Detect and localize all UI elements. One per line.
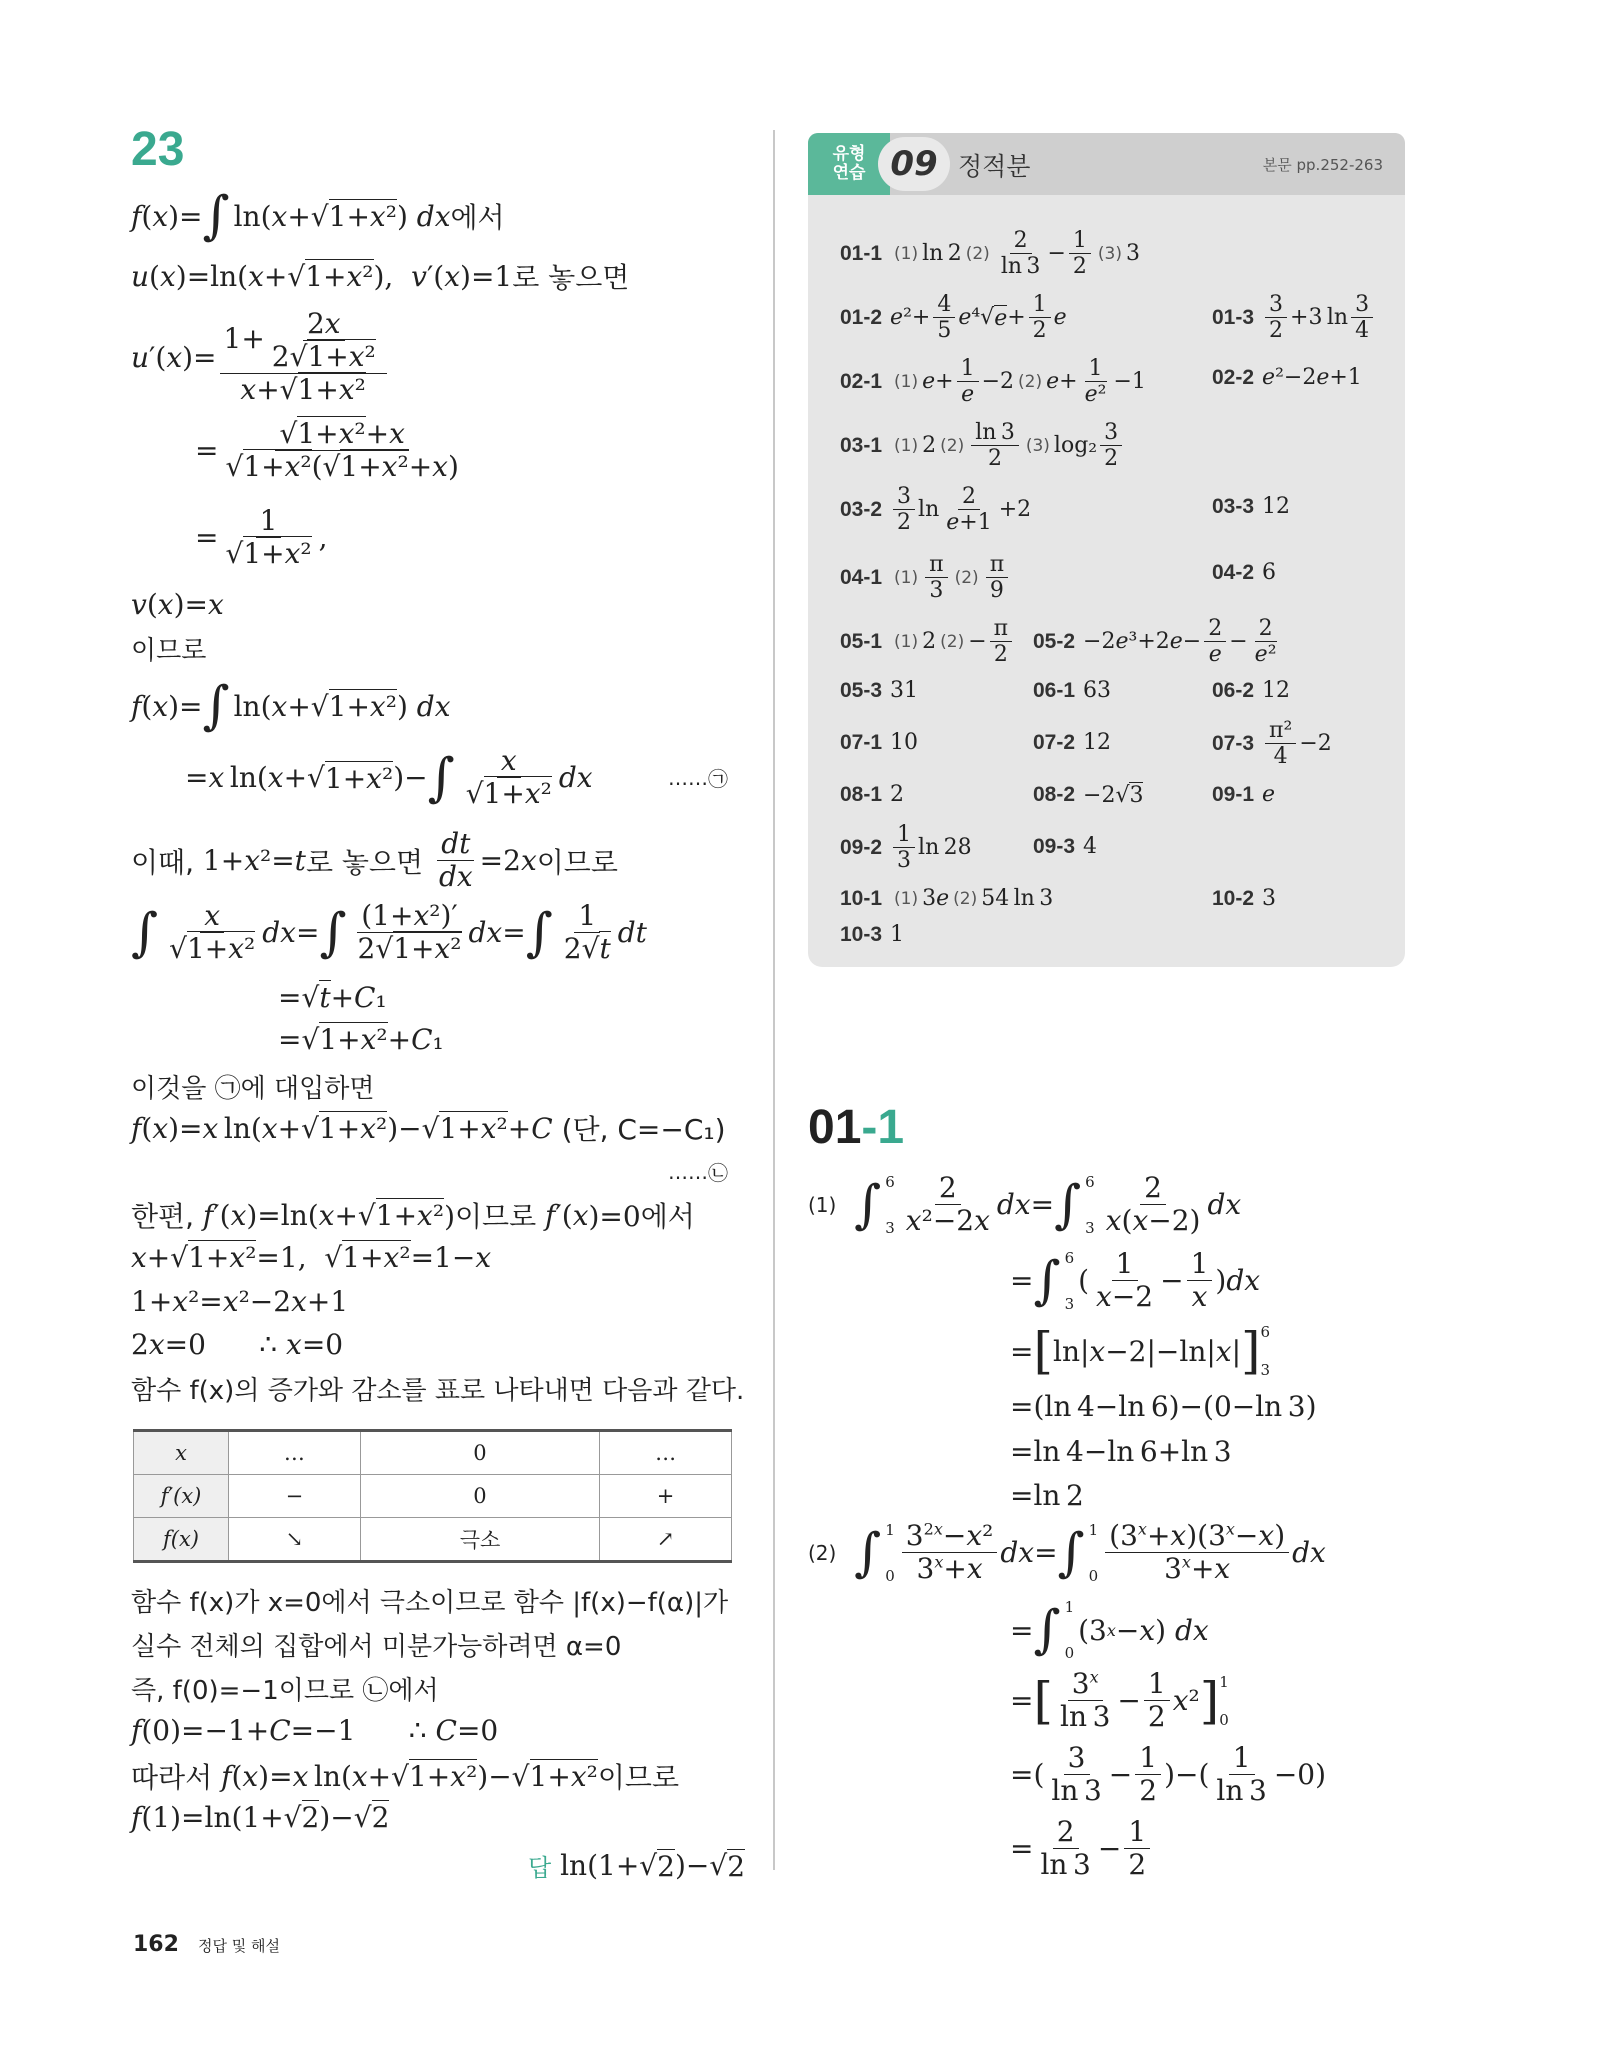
table-cell: 극소 <box>360 1518 599 1562</box>
answer-05-1: 05-1 (1) 2 (2) − $\frac{\pi}{2}$ <box>840 616 1015 668</box>
answer-05-2: 05-2 −2 e ³+2 e − $\frac{2}{e}$ − $\frac{2}{\text{e²}}$ <box>1033 616 1277 668</box>
section-title: 정적분 <box>958 152 1031 181</box>
eq-solve-2: 1+ x ²= x ²−2 x +1 <box>131 1285 349 1318</box>
section-number: 09 <box>878 137 950 191</box>
table-cell: 0 <box>360 1475 599 1518</box>
answer-03-2: 03-2 $\frac{3}{2}$ ln $\frac{2}{e+1}$ +2 <box>840 484 1032 536</box>
text-after-table-3: 즉, f(0)=−1이므로 ㉡에서 <box>131 1676 439 1706</box>
answer-03-3: 03-3 12 <box>1212 494 1291 519</box>
eq-u-v-set: u ( x )=ln( x +√ 1+x² ), v ′( x )=1 로 놓으면 <box>131 256 629 296</box>
eq-u-prime-2: = $\frac{\text{√1+x²+x}}{\text{√1+x²(√1+x²+x)}}$ <box>195 417 459 484</box>
table-cell: ↘ <box>229 1518 361 1562</box>
answer-10-2: 10-2 3 <box>1212 886 1277 911</box>
table-cell: x <box>134 1431 229 1475</box>
sol-part1-line5: =ln 4−ln 6+ln 3 <box>1010 1435 1232 1468</box>
table-cell: − <box>229 1475 361 1518</box>
column-divider <box>773 130 775 1870</box>
table-cell: + <box>600 1475 732 1518</box>
table-row <box>134 1518 732 1562</box>
answer-02-1: 02-1 (1) e + $\frac{1}{e}$ −2 (2) e + $\frac{1}{\text{e²}}$ −1 <box>840 356 1146 408</box>
answer-01-1: 01-1 (1) ln 2 (2) $\frac{2}{\ln 3}$ − $\frac{1}{2}$ (3) 3 <box>840 228 1140 280</box>
page-footer <box>133 1932 280 1957</box>
text-set: 로 놓으면 <box>512 261 630 294</box>
answer-09-1: 09-1 e <box>1212 782 1276 807</box>
eq-u-prime-3: = $\frac{1}{\text{√1+x²}}$ , <box>195 504 328 571</box>
answer-10-1: 10-1 (1) 3 e (2) 54 ln 3 <box>840 886 1054 911</box>
sol-part2-line4: =( $\frac{3}{\ln 3}$ − $\frac{1}{2}$ )−( $\frac{1}{\ln 3}$ −0) <box>1010 1741 1327 1808</box>
answer-04-1: 04-1 (1) $\frac{\pi}{3}$ (2) $\frac{\pi}{9}$ <box>840 552 1011 604</box>
sol-part1-line3: = [ ln| x −2|−ln| x | ] 6 3 <box>1010 1322 1271 1380</box>
final-answer: 답 ln(1+√ 2 )−√ 2 <box>528 1849 746 1883</box>
answer-03-1: 03-1 (1) 2 (2) $\frac{\ln 3}{2}$ (3) log₂ $\frac{3}{2}$ <box>840 420 1125 472</box>
answer-07-1: 07-1 10 <box>840 730 919 755</box>
answer-08-2: 08-2 −2√ 3 <box>1033 782 1144 808</box>
eq-substitution: 이때, 1+ x ²= t 로 놓으면 $\frac{dt}{dx}$ =2 x 이므로 <box>131 827 618 894</box>
eq-f0: f (0)=−1+ C =−1 ∴ C =0 <box>131 1714 499 1747</box>
text-table-intro: 함수 f(x)의 증가와 감소를 표로 나타내면 다음과 같다. <box>131 1376 745 1406</box>
section-reference: 본문 pp.252-263 <box>1262 156 1383 174</box>
answer-06-2: 06-2 12 <box>1212 678 1291 703</box>
text-substitute: 이것을 ㉠에 대입하면 <box>131 1074 375 1104</box>
answer-09-3: 09-3 4 <box>1033 834 1098 859</box>
answer-05-3: 05-3 31 <box>840 678 919 703</box>
eq-integral-sub: ∫ $\frac{x}{\text{√1+x²}}$ dx = ∫ $\frac{\text{(1+x²)′}}{\text{2√1+x²}}$ dx = ∫ $\frac{1}{2√t}$ dt <box>131 899 647 966</box>
table-cell: ↗ <box>600 1518 732 1562</box>
text-after-table-1: 함수 f(x)가 x=0에서 극소이므로 함수 |f(x)−f(α)|가 <box>131 1588 729 1618</box>
answer-10-3: 10-3 1 <box>840 922 905 947</box>
table-row <box>134 1475 732 1518</box>
section-tag: 유형 연습 <box>808 133 890 195</box>
section-header <box>808 133 1405 195</box>
table-row <box>134 1431 732 1475</box>
eq-solve-1: x +√ 1+x² =1, √ 1+x² =1− x <box>131 1240 492 1274</box>
marker-circle-2: …… ㉡ <box>668 1159 728 1185</box>
text-after-table-2: 실수 전체의 집합에서 미분가능하려면 α=0 <box>131 1632 622 1662</box>
table-cell: f(x) <box>134 1518 229 1562</box>
answer-07-2: 07-2 12 <box>1033 730 1112 755</box>
answer-04-2: 04-2 6 <box>1212 560 1277 585</box>
answer-07-3: 07-3 $\frac{\text{π²}}{4}$ −2 <box>1212 718 1332 770</box>
footer-label: 정답 및 해설 <box>198 1937 281 1955</box>
eq-v: v ( x )= x <box>131 588 224 621</box>
eq-final-f: 따라서 f ( x )= x ln( x +√ 1+x² )−√ 1+x² 이므로 <box>131 1759 679 1794</box>
sol-part1-line4: =(ln 4−ln 6)−(0−ln 3) <box>1010 1390 1317 1423</box>
eq-f-parts-2: = x ln( x +√ 1+x² )− ∫ $\frac{x}{\text{√1+x²}}$ dx <box>185 744 593 811</box>
table-cell: 0 <box>360 1431 599 1475</box>
table-cell: … <box>600 1431 732 1475</box>
eq-f1: f (1)=ln(1+√ 2 )−√ 2 <box>131 1800 390 1834</box>
eq-solve-3: 2 x =0 ∴ x =0 <box>131 1328 344 1361</box>
table-cell: f′(x) <box>134 1475 229 1518</box>
table-cell: … <box>229 1431 361 1475</box>
eq-f-prime: 한편, f ′( x )=ln( x +√ 1+x² )이므로 f ′( x )=0에서 <box>131 1198 695 1233</box>
sol-part2-line5: = $\frac{2}{\ln 3}$ − $\frac{1}{2}$ <box>1010 1816 1153 1881</box>
sol-part1-line6: =ln 2 <box>1010 1479 1084 1512</box>
eq-f-result: f ( x )= x ln( x +√ 1+x² )−√ 1+x² + C (단, C=−C₁) <box>131 1111 726 1146</box>
answer-01-2: 01-2 e ²+ $\frac{4}{5}$ e ⁴√ e + $\frac{1}{2}$ e <box>840 292 1067 344</box>
eq-u-prime-1: u ′( x )= 1+ $\frac{2x}{\text{2√1+x²}}$ x+√1+x² <box>131 308 390 407</box>
eq-sqrt-result: =√ 1+x² + C ₁ <box>278 1022 444 1056</box>
answer-02-2: 02-2 e ²−2 e +1 <box>1212 365 1362 390</box>
marker-circle-1: …… ㉠ <box>668 765 728 791</box>
sol-part2-line2: = ∫ 1 0 (3 x − x ) dx <box>1010 1598 1209 1662</box>
eq-f-parts-1: f ( x )= ∫ ln( x +√ 1+x² ) dx <box>131 676 451 736</box>
solution-title: 01 -1 <box>808 1101 905 1154</box>
answer-09-2: 09-2 $\frac{1}{3}$ ln 28 <box>840 822 972 874</box>
problem-number: 23 <box>131 123 185 176</box>
text-imeuro-1: 이므로 <box>131 636 207 666</box>
sol-part2-line1: (2) ∫ 1 0 $\frac{3^{2x}-x^2}{3^x+x}$ dx = ∫ 1 0 $\frac{(3^x+x)(3^x-x)}{3^x+x}$ dx <box>808 1519 1326 1586</box>
sol-part1-line1: (1) ∫ 6 3 $\frac{2}{\text{x²−2x}}$ dx = ∫ 6 3 $\frac{2}{x(x-2)}$ dx <box>808 1171 1242 1238</box>
sol-part1-line2: = ∫ 6 3 ( $\frac{1}{x-2}$ − $\frac{1}{x}$ ) dx <box>1010 1247 1261 1314</box>
answer-06-1: 06-1 63 <box>1033 678 1112 703</box>
sol-part2-line3: = [ $\frac{3^x}{\ln 3}$ − $\frac{1}{2}$ x ² ] 1 0 <box>1010 1667 1229 1734</box>
eq-sqrt-t: =√ t + C ₁ <box>278 980 387 1014</box>
answer-08-1: 08-1 2 <box>840 782 905 807</box>
eq-f-def: f ( x )= ∫ ln( x +√ 1+x² ) dx 에서 <box>131 186 505 246</box>
text-where: 에서 <box>450 201 505 234</box>
variation-table <box>133 1429 732 1563</box>
page-number: 162 <box>133 1932 179 1957</box>
answer-01-3: 01-3 $\frac{3}{2}$ +3 ln $\frac{3}{4}$ <box>1212 292 1376 344</box>
